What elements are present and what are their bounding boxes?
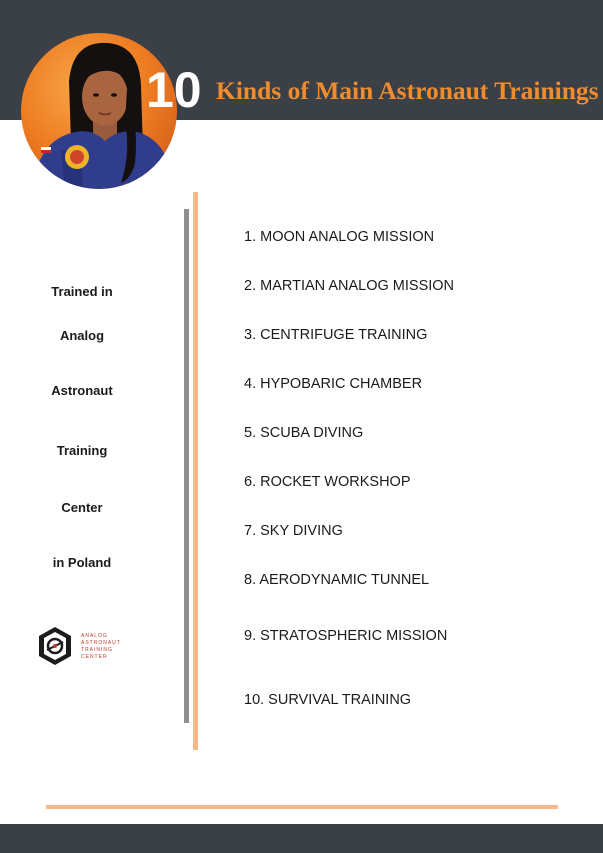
training-item: 2. MARTIAN ANALOG MISSION [244,278,455,294]
sidebar-line: in Poland [52,555,112,570]
footer-band [0,824,603,853]
sidebar-line: Center [61,500,103,515]
training-item: 5. SCUBA DIVING [244,425,364,441]
logo-text-line: TRAINING [81,647,113,653]
page-title: Kinds of Main Astronaut Trainings [216,76,599,105]
gray-divider [184,209,189,723]
logo-text-line: CENTER [81,654,108,660]
training-item: 9. STRATOSPHERIC MISSION [244,628,448,644]
sidebar-line: Analog [59,328,105,343]
training-item: 6. ROCKET WORKSHOP [244,474,411,490]
training-item: 3. CENTRIFUGE TRAINING [244,327,428,343]
training-item: 7. SKY DIVING [244,523,343,539]
training-item: 8. AERODYNAMIC TUNNEL [244,572,430,588]
training-item: 4. HYPOBARIC CHAMBER [244,376,423,392]
footer-accent-line [46,805,558,809]
analog-astronaut-training-center-logo-icon [37,626,137,668]
logo-text-line: ANALOG [81,633,108,639]
sidebar-line: Astronaut [51,383,113,398]
title-number: 10 [146,62,202,118]
sidebar-line: Training [56,443,108,458]
training-item: 1. MOON ANALOG MISSION [244,229,435,245]
sidebar-line: Trained in [51,284,113,299]
training-item: 10. SURVIVAL TRAINING [244,692,412,708]
logo-text-line: ASTRONAUT [81,640,121,646]
orange-divider [193,192,198,750]
